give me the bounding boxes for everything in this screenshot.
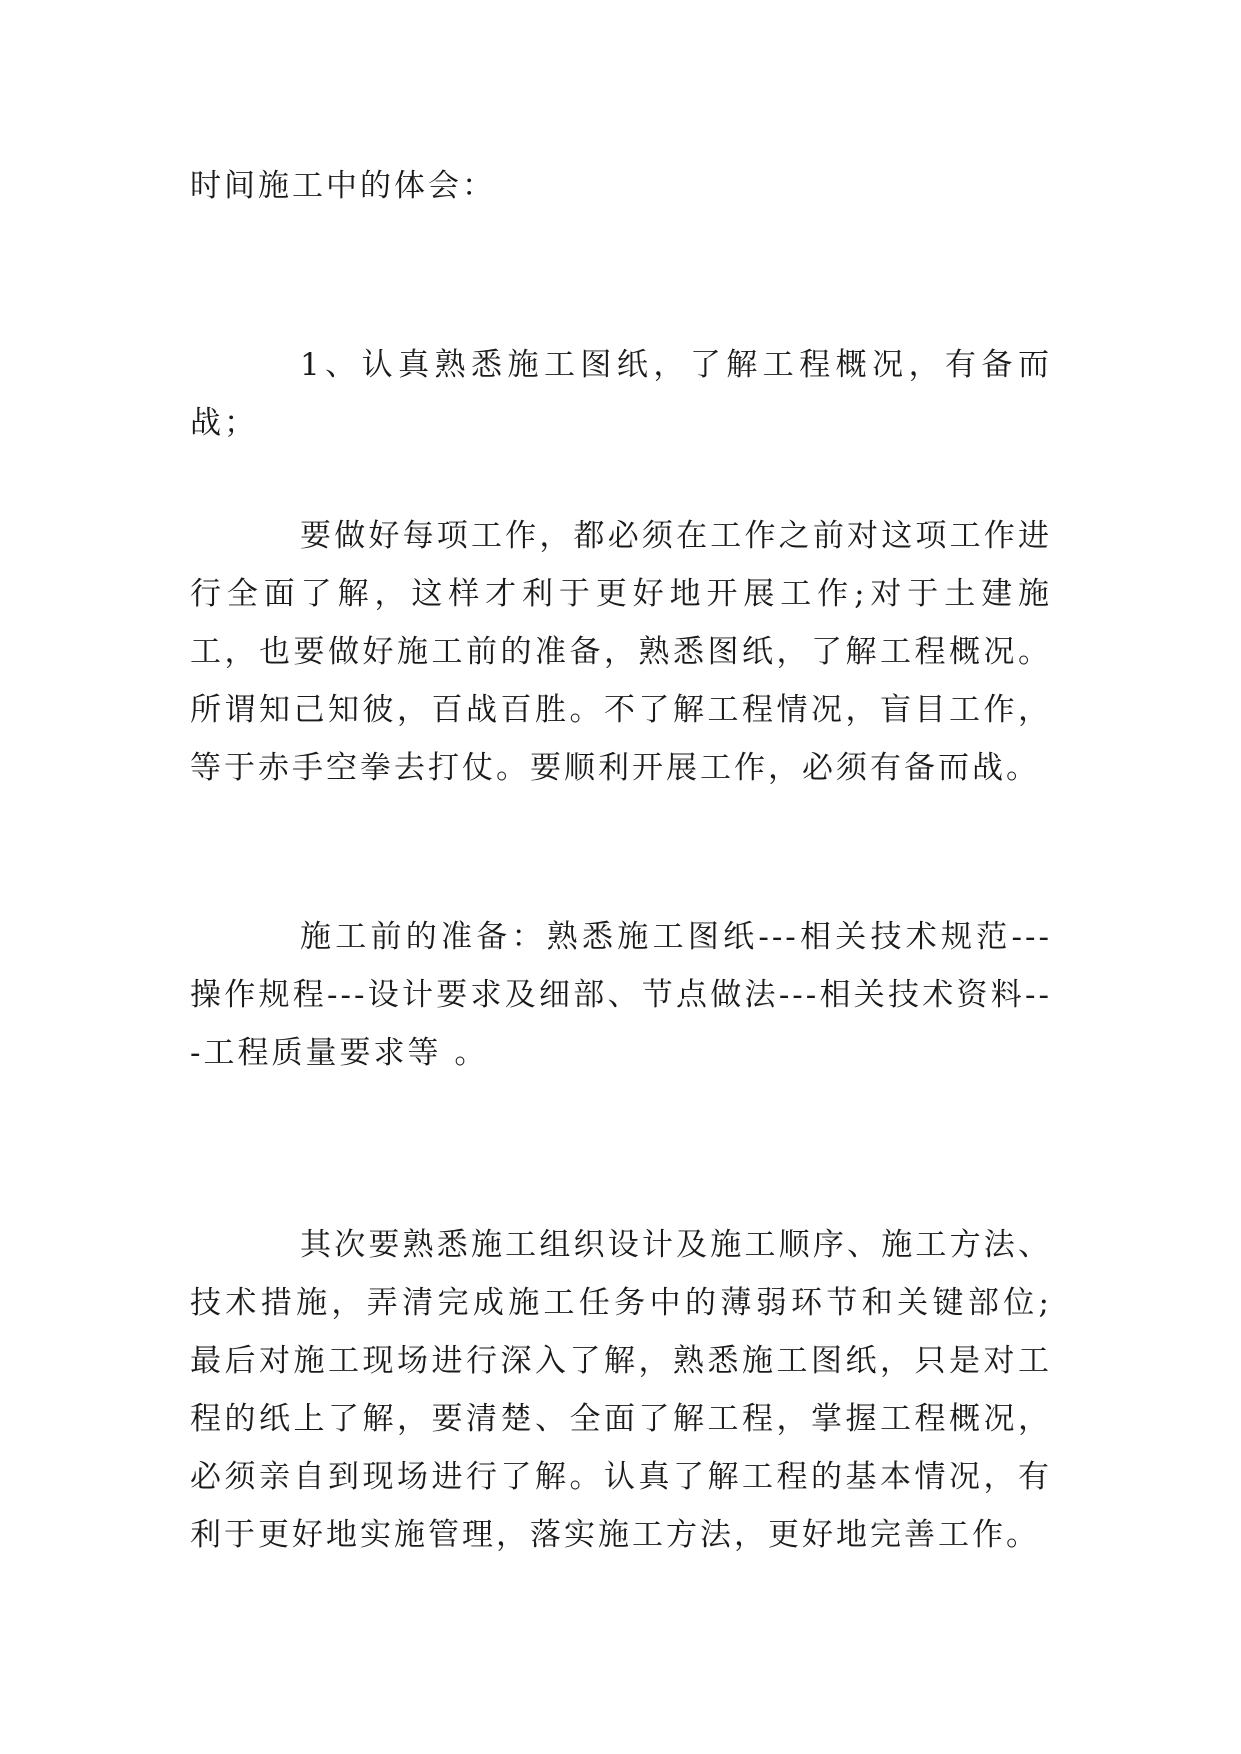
- intro-line: 时间施工中的体会：: [190, 168, 496, 204]
- body-paragraph: 要做好每项工作，都必须在工作之前对这项工作进行全面了解，这样才利于更好地开展工作;对于土建施工，也要做好施工前的准备，熟悉图纸，了解工程概况。所谓知己知彼，百战百胜。不了解工程情况，盲目工作，等于赤手空拳去打仗。要顺利开展工作，必须有备而战。: [190, 518, 1052, 786]
- body-paragraph: 其次要熟悉施工组织设计及施工顺序、施工方法、技术措施，弄清完成施工任务中的薄弱环节和关键部位;最后对施工现场进行深入了解，熟悉施工图纸，只是对工程的纸上了解，要清楚、全面了解工程，掌握工程概况，必须亲自到现场进行了解。认真了解工程的基本情况，有利于更好地实施管理，落实施工方法，更好地完善工作。: [190, 1227, 1052, 1553]
- body-paragraph: 施工前的准备：熟悉施工图纸---相关技术规范---操作规程---设计要求及细部、节点做法---相关技术资料---工程质量要求等 。: [190, 919, 1052, 1071]
- section-heading: 1、认真熟悉施工图纸，了解工程概况，有备而战；: [190, 347, 1052, 441]
